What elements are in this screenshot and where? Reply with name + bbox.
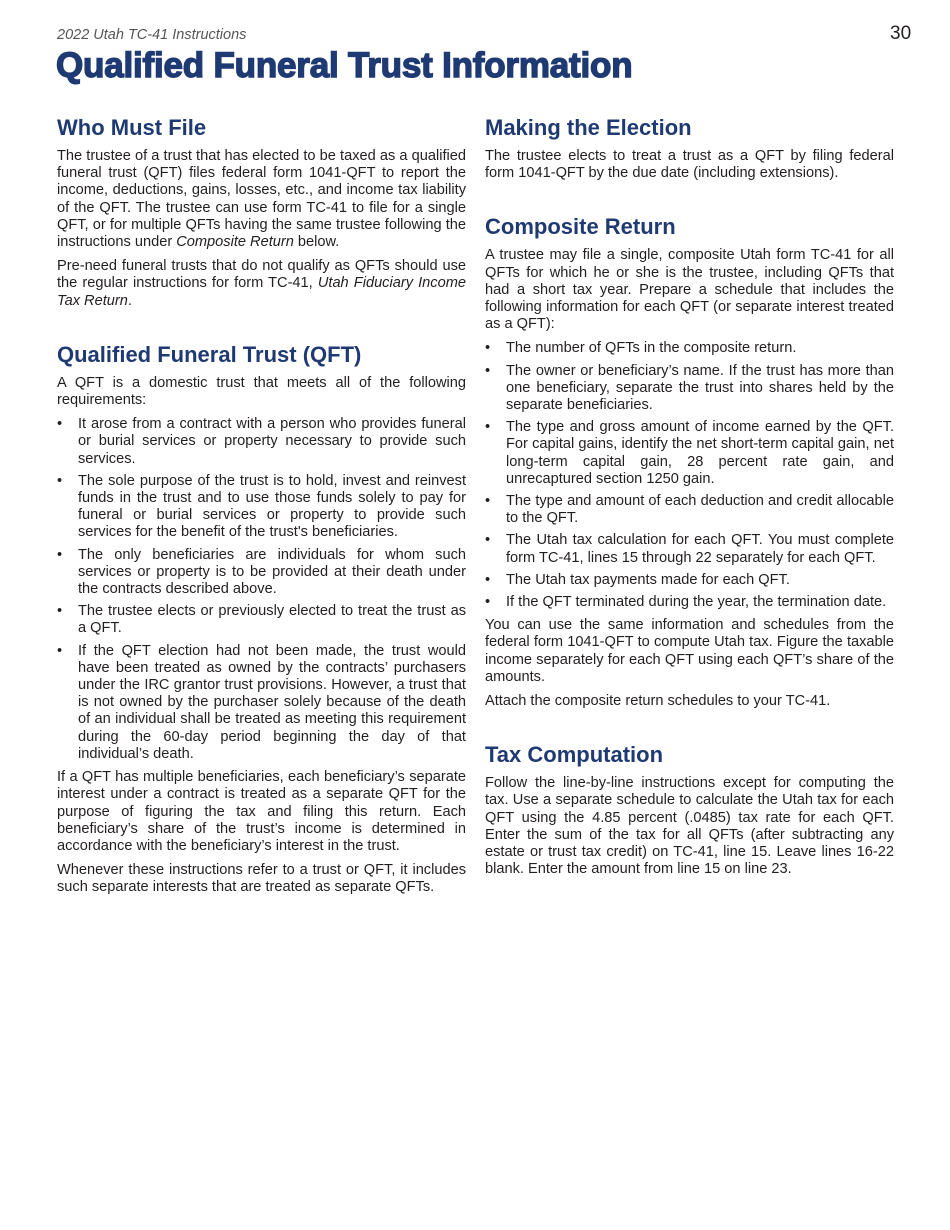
list-item: • The Utah tax calculation for each QFT. You must complete form TC-41, lines 15 through 22 separately for each QFT. xyxy=(485,532,894,566)
list-item: • The only beneficiaries are individuals for whom such services or property is to be provided at their death under the contracts described above. xyxy=(57,547,466,599)
heading-making-the-election: Making the Election xyxy=(485,115,692,140)
right-column xyxy=(485,108,894,886)
composite-info-list xyxy=(485,340,894,611)
list-item: • The sole purpose of the trust is to hold, invest and reinvest funds in the trust and to use those funds solely to pay for funeral or burial services or property to provide such services for the benefit of the trust's beneficiaries. xyxy=(57,473,466,542)
election-paragraph: The trustee elects to treat a trust as a QFT by filing federal form 1041-QFT by the due date (including extensions). xyxy=(485,148,894,182)
page-number: 30 xyxy=(890,23,912,44)
page-title: Qualified Funeral Trust Information xyxy=(56,46,633,85)
qft-separate-interests-paragraph: Whenever these instructions refer to a trust or QFT, it includes such separate interests that are treated as separate QFTs. xyxy=(57,862,466,896)
list-item: • The trustee elects or previously elected to treat the trust as a QFT. xyxy=(57,603,466,637)
list-item: • The number of QFTs in the composite return. xyxy=(485,340,894,357)
list-item: • The type and gross amount of income earned by the QFT. For capital gains, identify the net short-term capital gain, net long-term capital gain, 28 percent rate gain, and unrecaptured section 1250 gain. xyxy=(485,419,894,488)
composite-attach-paragraph: Attach the composite return schedules to your TC-41. xyxy=(485,693,831,710)
heading-composite-return: Composite Return xyxy=(485,214,676,240)
list-item: • It arose from a contract with a person who provides funeral or burial services or property necessary to provide such services. xyxy=(57,416,466,468)
who-must-file-paragraph-1: The trustee of a trust that has elected to be taxed as a qualified funeral trust (QFT) files federal form 1041-QFT to report the income, deductions, gains, losses, etc., and income tax liability of the QFT. The trustee can use form TC-41 to file for a single QFT, or for multiple QFTs having the same trustee following the instructions under Composite Return below. xyxy=(57,148,466,251)
tax-computation-paragraph: Follow the line-by-line instructions except for computing the tax. Use a separate schedule to calculate the Utah tax for each QFT using the 4.85 percent (.0485) tax rate for each QFT. Enter the sum of the tax for all QFTs (after subtracting any estate or trust tax credit) on TC-41, line 15. Leave lines 16-22 blank. Enter the amount from line 15 on line 23. xyxy=(485,775,894,878)
qft-multiple-beneficiaries-paragraph: If a QFT has multiple beneficiaries, each beneficiary’s separate interest under a contract is treated as a separate QFT for the purpose of figuring the tax and filing this return. Each beneficiary’s share of the trust’s income is determined in accordance with the beneficiary’s interest in the trust. xyxy=(57,769,466,854)
qft-intro: A QFT is a domestic trust that meets all of the following requirements: xyxy=(57,374,466,409)
qft-requirements-list xyxy=(57,416,466,763)
composite-schedules-paragraph: You can use the same information and schedules from the federal form 1041-QFT to compute Utah tax. Figure the taxable income separately for each QFT using each QFT’s share of the amounts. xyxy=(485,617,894,685)
list-item: • The Utah tax payments made for each QFT. xyxy=(485,572,894,589)
heading-qualified-funeral-trust: Qualified Funeral Trust (QFT) xyxy=(57,341,362,367)
list-item: • The owner or beneficiary’s name. If the trust has more than one beneficiary, separate the trust into shares held by the separate beneficiaries. xyxy=(485,363,894,415)
left-column xyxy=(57,108,466,904)
who-must-file-paragraph-2: Pre-need funeral trusts that do not qualify as QFTs should use the regular instructions for form TC-41, Utah Fiduciary Income Tax Return. xyxy=(57,258,466,309)
list-item: • The type and amount of each deduction and credit allocable to the QFT. xyxy=(485,493,894,527)
list-item: • If the QFT terminated during the year, the termination date. xyxy=(485,594,894,611)
list-item: • If the QFT election had not been made, the trust would have been treated as owned by the contracts’ purchasers under the IRC grantor trust provisions. However, a trust that is not owned by the purchaser solely because of the death of an individual shall be treated as meeting this requirement during the 60-day period beginning the day of that individual’s death. xyxy=(57,643,466,763)
running-header: 2022 Utah TC-41 Instructions xyxy=(57,27,247,43)
composite-intro: A trustee may file a single, composite Utah form TC-41 for all QFTs for which he or she is the trustee, including QFTs that had a short tax year. Prepare a schedule that includes the following information for each QFT (or separate interest treated as a QFT): xyxy=(485,247,894,333)
heading-tax-computation: Tax Computation xyxy=(485,742,664,768)
heading-who-must-file: Who Must File xyxy=(57,115,207,140)
